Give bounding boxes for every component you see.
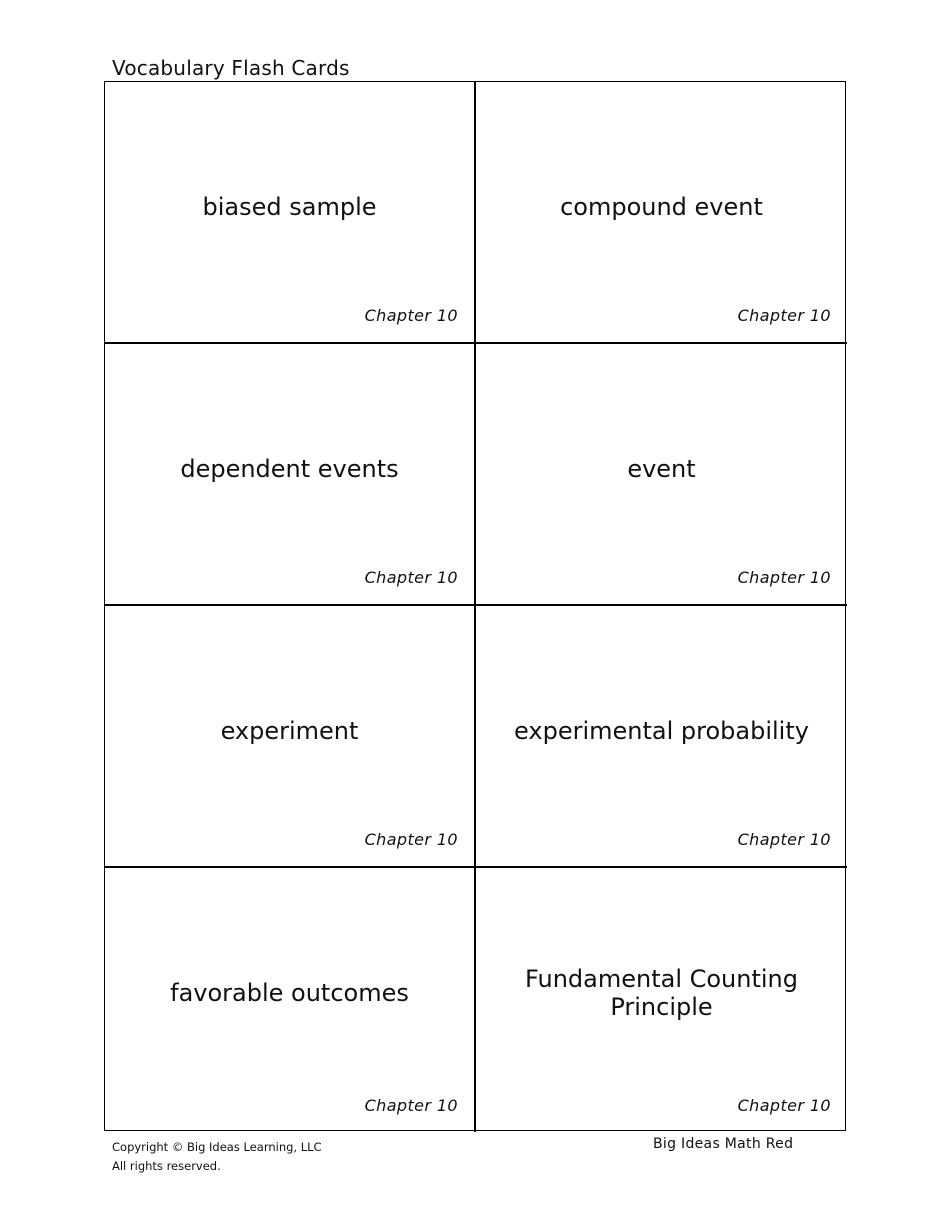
card-chapter: Chapter 10 xyxy=(364,306,458,325)
copyright-line: Copyright © Big Ideas Learning, LLC xyxy=(112,1140,322,1154)
flash-card xyxy=(105,606,476,868)
book-name: Big Ideas Math Red xyxy=(653,1136,794,1152)
flash-card xyxy=(105,82,476,344)
card-term: favorable outcomes xyxy=(170,979,409,1007)
copyright-notice xyxy=(112,1138,322,1176)
flash-card xyxy=(105,868,476,1132)
flash-card xyxy=(476,344,847,606)
card-term: event xyxy=(627,455,696,483)
page-title: Vocabulary Flash Cards xyxy=(112,56,350,80)
card-chapter: Chapter 10 xyxy=(737,306,831,325)
card-chapter: Chapter 10 xyxy=(364,830,458,849)
card-term: dependent events xyxy=(180,455,399,483)
card-term: biased sample xyxy=(202,193,377,221)
card-chapter: Chapter 10 xyxy=(737,568,831,587)
card-term: compound event xyxy=(560,193,763,221)
card-chapter: Chapter 10 xyxy=(737,830,831,849)
card-term: experiment xyxy=(220,717,359,745)
rights-line: All rights reserved. xyxy=(112,1159,221,1173)
card-term: Fundamental Counting Principle xyxy=(524,965,798,1021)
flash-card xyxy=(476,82,847,344)
card-chapter: Chapter 10 xyxy=(737,1096,831,1115)
flash-card xyxy=(476,606,847,868)
flash-card xyxy=(476,868,847,1132)
flash-card-grid xyxy=(104,81,846,1131)
card-chapter: Chapter 10 xyxy=(364,568,458,587)
flash-card xyxy=(105,344,476,606)
card-chapter: Chapter 10 xyxy=(364,1096,458,1115)
card-term: experimental probability xyxy=(514,717,809,745)
